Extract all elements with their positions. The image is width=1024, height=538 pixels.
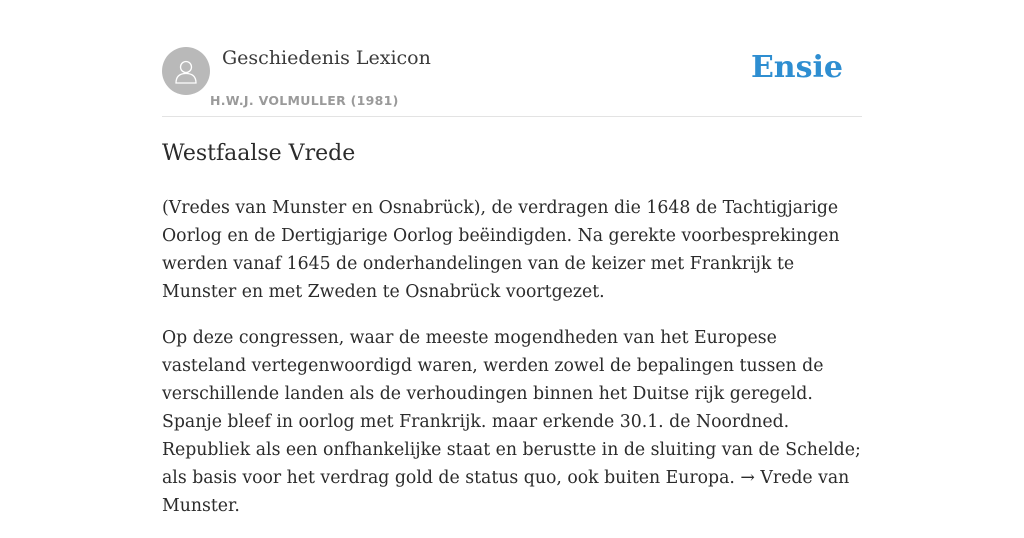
entry-paragraph-1: (Vredes van Munster en Osnabrück), de verdragen die 1648 de Tachtigjarige Oorlog en de Dertigjarige Oorlog beëindigden. Na gerekte voorbesprekingen werden vanaf 1645 de onderhandelingen van de keizer met Frankrijk te Munster en met Zweden te Osnabrück voortgezet. xyxy=(162,198,840,302)
entry-title: Westfaalse Vrede xyxy=(162,141,356,166)
user-silhouette-icon xyxy=(171,56,201,86)
lexicon-avatar[interactable] xyxy=(162,47,210,95)
lexicon-header xyxy=(162,46,862,117)
lexicon-title-link[interactable]: Geschiedenis Lexicon xyxy=(222,47,431,69)
entry-article xyxy=(162,138,862,538)
ensie-logo-link[interactable]: Ensie xyxy=(750,50,843,85)
author-label: H.W.J. VOLMULLER (1981) xyxy=(210,93,399,108)
entry-paragraph-2: Op deze congressen, waar de meeste mogendheden van het Europese vasteland vertegenwoordigd waren, werden zowel de bepalingen tussen de verschillende landen als de verhoudingen binnen het Duitse rijk geregeld. Spanje bleef in oorlog met Frankrijk. maar erkende 30.1. de Noordned. Republiek als een onfhankelijke staat en berustte in de sluiting van de Schelde; als basis voor het verdrag gold de status quo, ook buiten Europa. → Vrede van Munster. xyxy=(162,328,861,516)
